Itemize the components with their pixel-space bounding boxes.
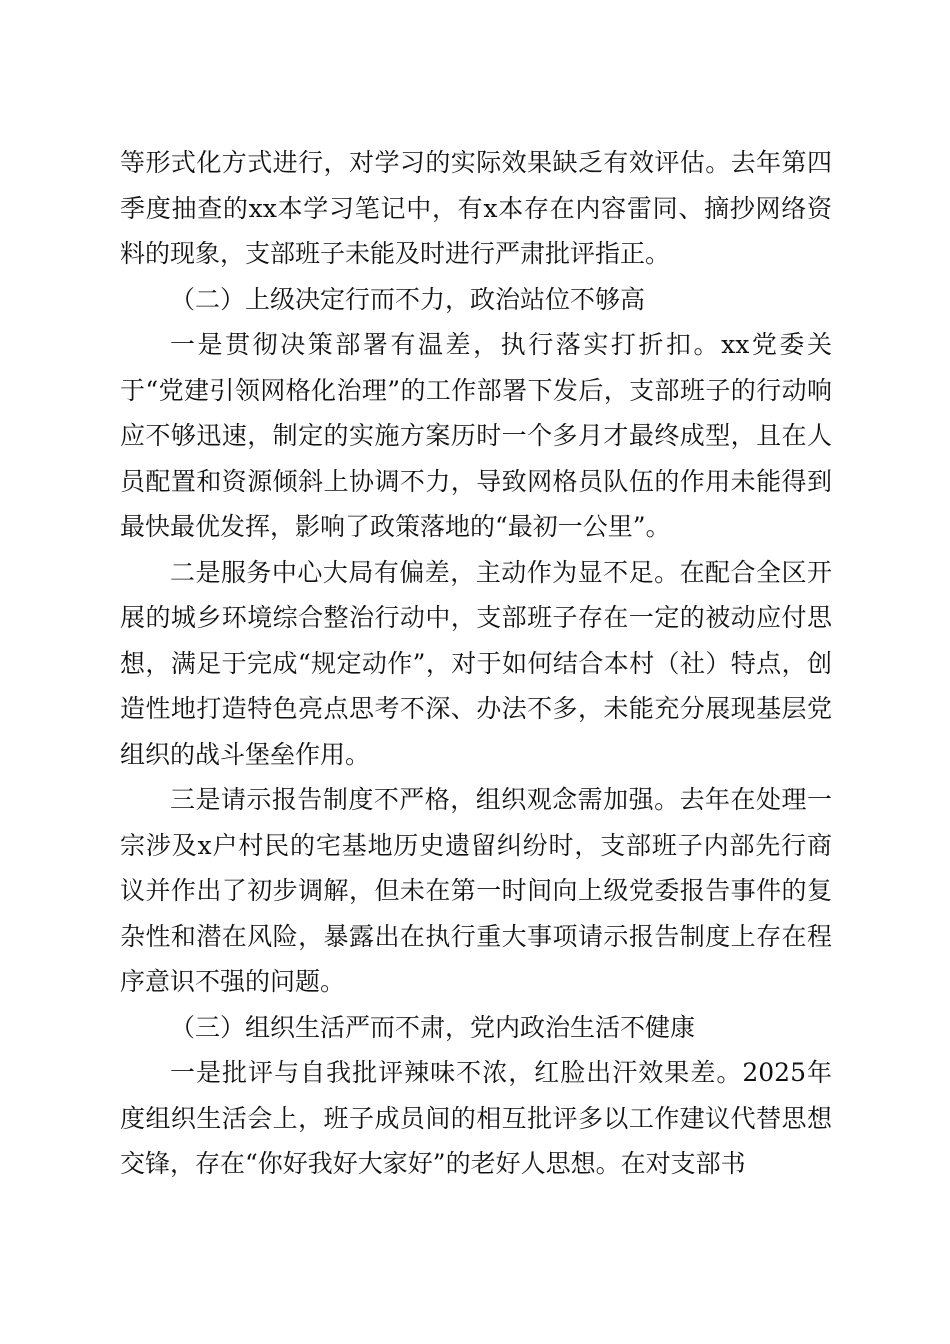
paragraph-text: 等形式化方式进行，对学习的实际效果缺乏有效评估。去年第四季度抽查的xx本学习笔记中，有x本存在内容雷同、摘抄网络资料的现象，支部班子未能及时进行严肃批评指正。 — [120, 148, 832, 268]
paragraph-text: xx党委关于“党建引领网格化治理”的工作部署下发后，支部班子的行动响应不够迅速，制定的实施方案历时一个多月才最终成型，且在人员配置和资源倾斜上协调不力，导致网格员队伍的作用未能得到最快最优发挥，影响了政策落地的“最初一公里”。 — [120, 330, 832, 541]
paragraph-lead: 二是服务中心大局有偏差，主动作为显不足。 — [170, 557, 680, 587]
continuation-paragraph — [120, 140, 832, 277]
paragraph-text: 2025年度组织生活会上，班子成员间的相互批评多以工作建议代替思想交锋，存在“你好我好大家好”的老好人思想。在对支部书 — [120, 1058, 832, 1178]
body-paragraph-1 — [120, 322, 832, 550]
paragraph-text: 去年在处理一宗涉及x户村民的宅基地历史遗留纠纷时，支部班子内部先行商议并作出了初步调解，但未在第一时间向上级党委报告事件的复杂性和潜在风险，暴露出在执行重大事项请示报告制度上存在程序意识不强的问题。 — [120, 785, 832, 996]
section-heading-two — [120, 277, 832, 323]
section-heading-three — [120, 1005, 832, 1051]
body-paragraph-2 — [120, 550, 832, 778]
paragraph-text: 在配合全区开展的城乡环境综合整治行动中，支部班子存在一定的被动应付思想，满足于完成“规定动作”，对于如何结合本村（社）特点，创造性地打造特色亮点思考不深、办法不多，未能充分展现基层党组织的战斗堡垒作用。 — [120, 557, 832, 769]
body-paragraph-4 — [120, 1050, 832, 1187]
document-body — [120, 140, 832, 1187]
paragraph-lead: 一是贯彻决策部署有温差，执行落实打折扣。 — [170, 330, 722, 359]
paragraph-lead: 一是批评与自我批评辣味不浓，红脸出汗效果差。 — [170, 1058, 743, 1087]
paragraph-lead: 三是请示报告制度不严格，组织观念需加强。 — [170, 785, 680, 814]
body-paragraph-3 — [120, 777, 832, 1005]
heading-text: （三）组织生活严而不肃，党内政治生活不健康 — [170, 1012, 696, 1042]
heading-text: （二）上级决定行而不力，政治站位不够高 — [170, 284, 646, 314]
